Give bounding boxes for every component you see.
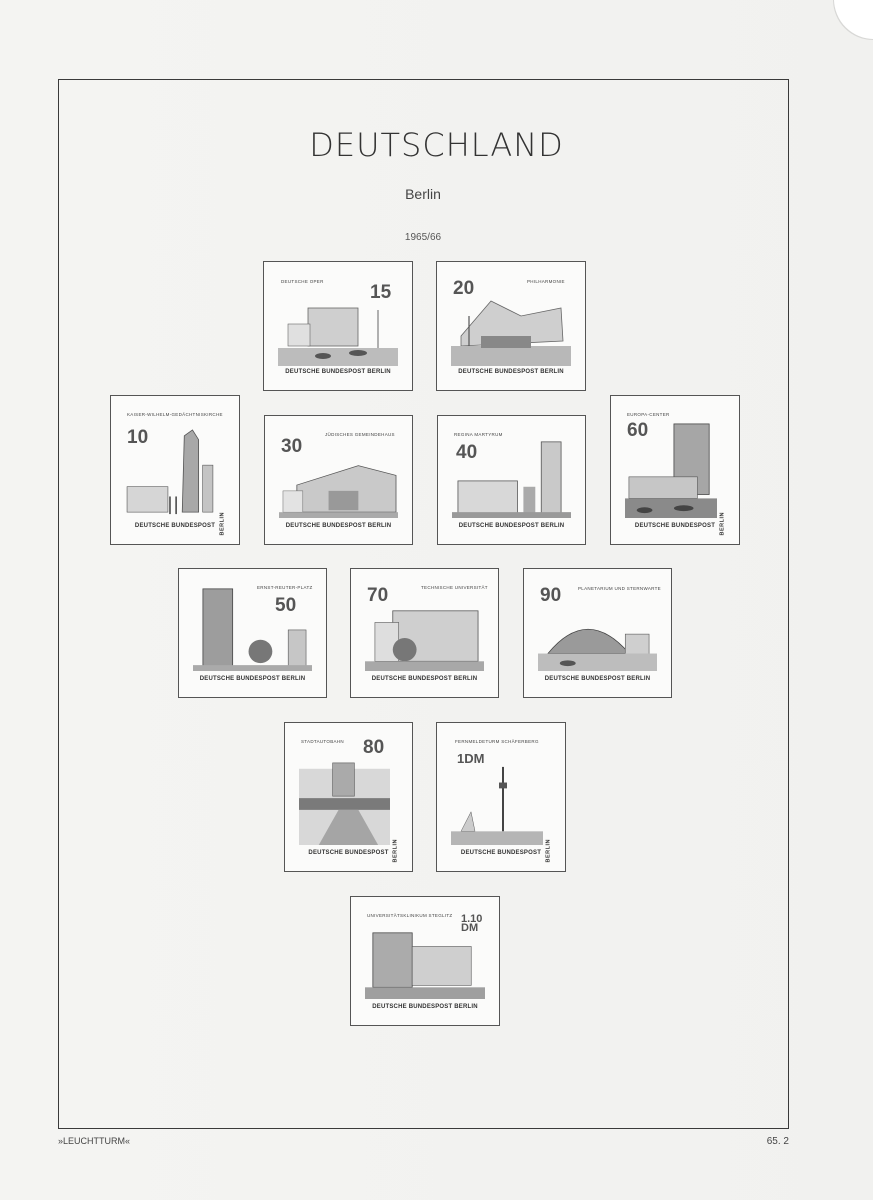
stamp-inscription: DEUTSCHE BUNDESPOST BERLIN [199, 676, 306, 682]
publisher-mark: »LEUCHTTURM« [58, 1136, 131, 1146]
stamp-value: 15 [370, 282, 392, 303]
stamp-value: 90 [540, 585, 562, 606]
stamp-inscription: DEUTSCHE BUNDESPOST [308, 850, 389, 856]
stamp-illustration [279, 456, 398, 518]
stamp-caption: KAISER-WILHELM-GEDÄCHTNISKIRCHE [127, 412, 223, 417]
stamp-caption: STADTAUTOBAHN [301, 739, 344, 744]
stamp-value: 50 [275, 595, 297, 616]
stamp-value: 40 [456, 442, 478, 463]
stamp-berlin-vertical: BERLIN [545, 839, 551, 863]
stamp-slot[interactable] [350, 568, 499, 698]
stamp-slot[interactable] [523, 568, 672, 698]
stamp-berlin-vertical: BERLIN [392, 839, 398, 863]
stamp-caption: ERNST-REUTER-PLATZ [257, 585, 313, 590]
stamp-slot[interactable] [264, 415, 413, 545]
stamp-inscription: DEUTSCHE BUNDESPOST BERLIN [285, 369, 391, 375]
stamp-inscription: DEUTSCHE BUNDESPOST [134, 523, 216, 529]
stamp-value: 70 [367, 585, 389, 606]
stamp-illustration [451, 296, 571, 366]
stamp-illustration [278, 300, 398, 366]
page-number: 65. 2 [766, 1136, 789, 1147]
page-title: DEUTSCHLAND [309, 126, 564, 164]
stamp-illustration [299, 759, 390, 845]
page-subtitle: Berlin [405, 186, 441, 202]
stamp-inscription: DEUTSCHE BUNDESPOST [634, 523, 716, 529]
stamp-caption: FERNMELDETURM SCHÄFERBERG [455, 739, 539, 744]
stamp-slot[interactable] [437, 415, 586, 545]
page-corner [833, 0, 873, 40]
stamp-illustration [365, 605, 484, 671]
stamp-slot[interactable] [263, 261, 413, 391]
stamp-inscription: DEUTSCHE BUNDESPOST BERLIN [371, 676, 478, 682]
stamp-illustration [625, 420, 717, 518]
stamp-inscription: DEUTSCHE BUNDESPOST BERLIN [458, 369, 564, 375]
stamp-value: 80 [363, 737, 385, 758]
stamp-value: 10 [127, 427, 149, 448]
stamp-value: 30 [281, 436, 303, 457]
stamp-illustration [193, 583, 312, 671]
stamp-slot[interactable] [178, 568, 327, 698]
stamp-slot[interactable] [350, 896, 500, 1026]
stamp-inscription: DEUTSCHE BUNDESPOST [460, 850, 542, 856]
stamp-caption: PHILHARMONIE [527, 279, 565, 284]
stamp-illustration [365, 927, 485, 999]
stamp-berlin-vertical: BERLIN [219, 512, 225, 536]
stamp-illustration [452, 436, 571, 518]
stamp-value: 1.10 DM [461, 913, 483, 934]
stamp-value: 60 [627, 420, 649, 441]
stamp-inscription: DEUTSCHE BUNDESPOST BERLIN [372, 1004, 478, 1010]
stamp-illustration [538, 605, 657, 671]
stamp-illustration [125, 426, 217, 518]
stamp-value: 1DM [457, 751, 485, 766]
stamp-value: 20 [453, 278, 475, 299]
year-range: 1965/66 [404, 232, 442, 243]
stamp-caption: PLANETARIUM UND STERNWARTE [578, 586, 661, 591]
stamp-inscription: DEUTSCHE BUNDESPOST BERLIN [458, 523, 565, 529]
stamp-caption: TECHNISCHE UNIVERSITÄT [421, 585, 488, 590]
stamp-illustration [451, 763, 543, 845]
stamp-caption: DEUTSCHE OPER [281, 279, 324, 284]
stamp-berlin-vertical: BERLIN [719, 512, 725, 536]
stamp-slot[interactable] [436, 261, 586, 391]
stamp-caption: UNIVERSITÄTSKLINIKUM STEGLITZ [367, 913, 453, 918]
stamp-slot[interactable] [610, 395, 740, 545]
stamp-slot[interactable] [110, 395, 240, 545]
stamp-inscription: DEUTSCHE BUNDESPOST BERLIN [544, 676, 651, 682]
stamp-caption: REGINA MARTYRUM [454, 432, 503, 437]
stamp-slot[interactable] [284, 722, 413, 872]
stamp-slot[interactable] [436, 722, 566, 872]
stamp-caption: JÜDISCHES GEMEINDEHAUS [325, 432, 395, 437]
stamp-caption: EUROPA-CENTER [627, 412, 670, 417]
stamp-inscription: DEUTSCHE BUNDESPOST BERLIN [285, 523, 392, 529]
